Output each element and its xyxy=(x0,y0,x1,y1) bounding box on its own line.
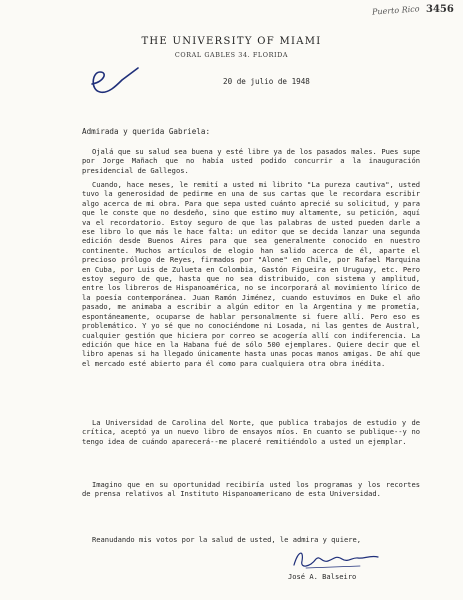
paragraph-text: La Universidad de Carolina del Norte, que publica trabajos de estudio y de crítica, aceptó ya un nuevo libro de ensayos míos. En cuanto se publique--y no tengo idea de cuándo aparecerá--me placeré remitiéndolo a usted un ejemplar. xyxy=(82,418,420,446)
signature-name: José A. Balseiro xyxy=(288,572,357,581)
letterhead-address: CORAL GABLES 34. FLORIDA xyxy=(174,51,289,59)
handwritten-signature xyxy=(290,545,390,573)
paragraph-text: Cuando, hace meses, le remití a usted mi librito "La pureza cautiva", usted tuvo la generosidad de pedirme en una de sus cartas que le recordara escribir algo acerca de mi obra. Para que sepa usted cuánto aprecié su solicitud, y para que le conste que no desdeño, sino que estimo muy altamente, su petición, aquí va el recordatorio. Estoy seguro de que las palabras de usted pueden darle a ese libro lo que más le hace falta: un editor que se decida lanzar una segunda edición desde Buenos Aires para que sea generalmente conocido en nuestro continente. Muchos artículos de elogio han salido acerca de él, aparte el precioso prólogo de Reyes, firmados por "Alone" en Chile, por Rafael Marquina en Cuba, por Luis de Zulueta en Colombia, Gastón Figueira en Uruguay, etc. Pero estoy seguro de que, hasta que no sea distribuido, con sistema y amplitud, entre los libreros de Hispanoamérica, no se incorporará al movimiento lírico de la poesía contemporánea. Juan Ramón Jiménez, cuando estuvimos en Duke el año pasado, me animaba a escribir a algún editor en la Argentina y me prometía, espontáneamente, ocuparse de hablar personalmente si fuere allí. Pero eso es problemático. Y yo sé que no conociéndome ni Losada, ni las gentes de Austral, cualquier gestión que hiciera por correo se acogería allí con indiferencia. La edición que hice en la Habana fué de sólo 500 ejemplares. Quiere decir que el libro apenas si ha llegado únicamente hasta unas pocas manos amigas. De ahí que el mercado esté abierto para él como para cualquiera otra obra inédita. xyxy=(82,180,420,368)
letter-paragraph-3 xyxy=(82,418,420,446)
paragraph-text: Imagino que en su oportunidad recibiría usted los programas y los recortes de prensa relativos al Instituto Hispanoamericano de esta Universidad. xyxy=(82,480,420,499)
archive-annotation-place: Puerto Rico xyxy=(371,4,420,17)
letter-paragraph-1 xyxy=(82,147,420,175)
letter-date: 20 de julio de 1948 xyxy=(223,77,310,86)
letter-closing: Reanudando mis votos por la salud de usted, le admira y quiere, xyxy=(92,535,362,544)
salutation: Admirada y querida Gabriela: xyxy=(82,127,211,136)
letter-paragraph-4 xyxy=(82,480,420,499)
letter-paragraph-2 xyxy=(82,180,420,368)
archive-annotation-number: 3456 xyxy=(426,4,454,15)
letterhead-title: THE UNIVERSITY OF MIAMI xyxy=(141,36,322,47)
handwritten-mark xyxy=(86,62,146,102)
paragraph-text: Ojalá que su salud sea buena y esté libre ya de los pasados males. Pues supe por Jorge Mañach que no había usted podido concurrir a la inauguración presidencial de Gallegos. xyxy=(82,147,420,175)
